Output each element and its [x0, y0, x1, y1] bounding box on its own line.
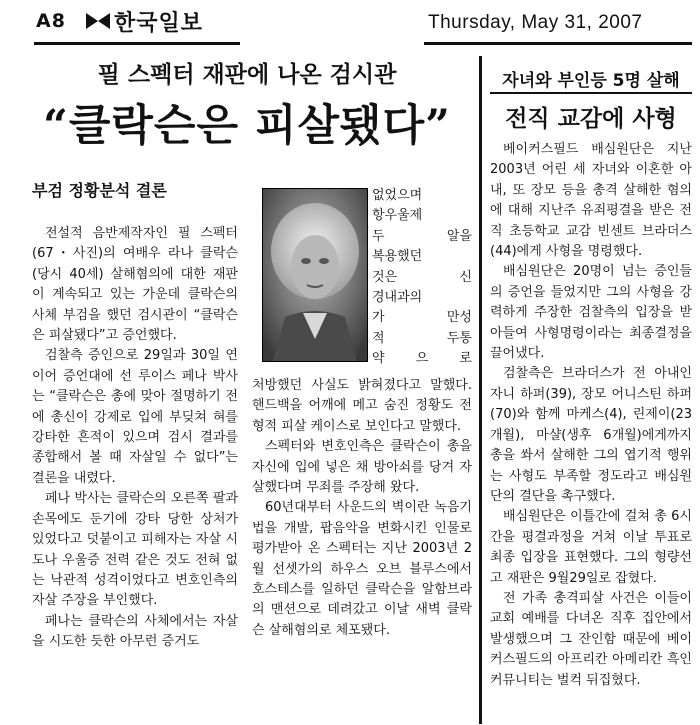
paragraph: 전설적 음반제작자인 필 스펙터(67・사진)의 여배우 라나 클락슨(당시 40세) 살해혐의에 대한 재판이 계속되고 있는 가운데 클락슨의 사체 부검을 했던 검시관이 “클락슨은 피살됐다”고 증언했다. [32, 226, 238, 344]
article-column-2 [252, 376, 472, 724]
text-line: 적 두통 [372, 330, 472, 346]
portrait-photo [262, 188, 368, 362]
article-column-1 [32, 224, 238, 724]
section-heading: 부검 정황분석 결론 [32, 181, 167, 200]
paragraph: 베이커스필드 배심원단은 지난 2003년 어린 세 자녀와 이혼한 아내, 또 장모 등을 총격 살해한 혐의에 대해 지난주 유죄평결을 받은 전직 초등학교 교감 빈센트 브라더스(44)에게 사형을 명령했다. [490, 142, 692, 260]
masthead-rule-right [424, 42, 692, 45]
newspaper-name: 한국일보 [114, 11, 204, 36]
side-article-subheadline: 자녀와 부인등 5명 살해 [502, 71, 680, 91]
paragraph: 60년대부터 사운드의 벽이란 녹음기법을 개발, 팝음악을 변화시킨 인물로 평가받아 온 스펙터는 지난 2003년 2월 선셋가의 하우스 오브 블루스에서 호스테스를 일하던 클락슨을 알함브라의 맨션으로 데려갔고 이날 새벽 클락슨 살해혐의로 체포됐다. [252, 500, 472, 638]
side-headline-rule [490, 92, 692, 94]
side-article-body [490, 140, 692, 724]
column-divider [479, 56, 482, 724]
paragraph: 검찰측은 브라더스가 전 아내인 자니 하퍼(39), 장모 어니스틴 하퍼(70)와 함께 마케스(4), 린제이(23개월), 마샬(생후 6개월)에게까지 총을 쏴서 살해한 그의 엽기적 행위는 사형도 부족할 정도라고 배심원단의 결단을 촉구했다. [490, 366, 692, 504]
paragraph: 스펙터와 변호인측은 클락슨이 총을 자신에 입에 넣은 채 방아쇠를 당겨 자살했다며 무죄를 주장해 왔다. [252, 439, 472, 496]
bowtie-logo-icon [86, 13, 110, 29]
issue-date: Thursday, May 31, 2007 [428, 12, 643, 33]
paragraph: 페나 박사는 클락슨의 오른쪽 팔과 손목에도 둔기에 강타 당한 상처가 있었다고 덧붙이고 피해자는 자살 시도나 우울증 전력 같은 것도 전혀 없는 낙관적 성격이었다고 변호인측의 자살 주장을 부인했다. [32, 491, 238, 609]
paragraph: 전 가족 총격피살 사건은 이들이 교회 예배를 다녀온 직후 집안에서 발생했으며 그 잔인함 때문에 베이커스필드의 아프리칸 아메리칸 흑인 커뮤니티는 벌컥 뒤집혔다. [490, 590, 692, 688]
paragraph: 검찰측 증인으로 29일과 30일 연이어 증언대에 선 루이스 페나 박사는 “클락슨은 총에 맞아 절명하기 전에 총신이 강제로 입에 부딪쳐 혀를 강타한 흔적이 있으며 검시 결과를 종합해서 볼 때 자살일 수 없다”는 결론을 내렸다. [32, 348, 238, 486]
text-line: 경내과의 [372, 290, 423, 306]
text-line: 없었으며 [372, 188, 423, 203]
text-line: 복용했던 [372, 249, 423, 265]
masthead-rule-left [34, 42, 240, 45]
page-number: A8 [36, 10, 66, 32]
paragraph: 배심원단은 이틀간에 걸쳐 총 6시간을 평결과정을 거쳐 이날 투표로 최종 입장을 표현했다. 그의 형량선고 재판은 9월29일로 잡혔다. [490, 509, 692, 586]
text-line: 약 으 로 [372, 351, 472, 367]
side-article-headline: 전직 교감에 사형 [505, 106, 677, 132]
sub-headline: 필 스펙터 재판에 나온 검시관 [97, 62, 397, 88]
article-column-2-beside-photo [372, 186, 472, 370]
text-line: 두 알을 [372, 228, 472, 244]
text-line: 가 만성 [372, 310, 472, 326]
text-line: 항우울제 [372, 208, 423, 224]
paragraph: 배심원단은 20명이 넘는 증인들의 증언을 들었지만 그의 사형을 강력하게 주장한 검찰측의 입장을 받아들여 사형명령이라는 최종결정을 끌어냈다. [490, 264, 692, 362]
main-headline: “클락슨은 피살됐다” [43, 101, 451, 151]
text-line: 것은 신 [372, 269, 472, 285]
paragraph: 페나는 클락슨의 사체에서는 자살을 시도한 듯한 아무런 증거도 [32, 613, 238, 650]
paragraph: 처방했던 사실도 밝혀졌다고 말했다. 핸드백을 어깨에 메고 숨진 정황도 전형적 피살 케이스로 보인다고 말했다. [252, 378, 472, 434]
